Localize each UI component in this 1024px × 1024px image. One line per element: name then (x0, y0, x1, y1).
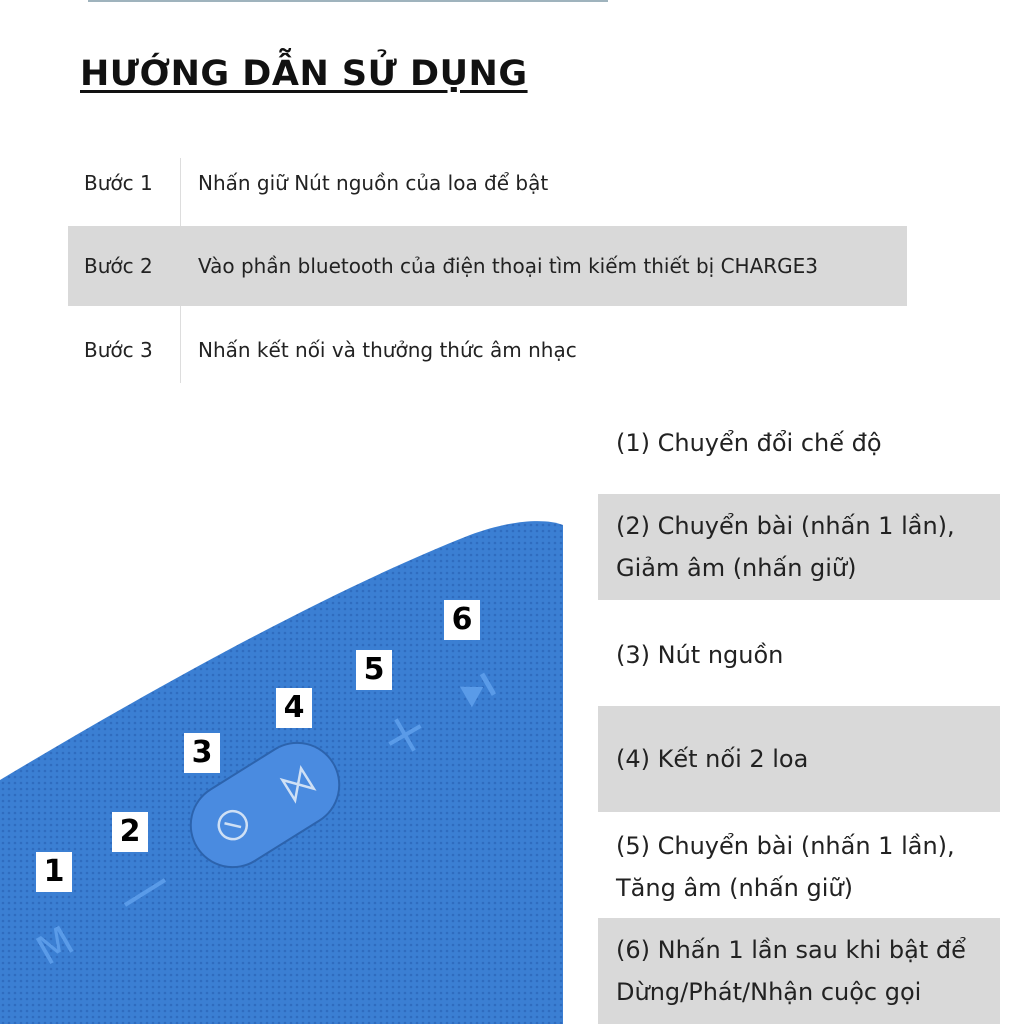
legend-item-3 (598, 634, 1000, 678)
step-text: Nhấn kết nối và thưởng thức âm nhạc (198, 338, 577, 362)
legend-item-6 (598, 918, 1000, 1024)
legend-text: (2) Chuyển bài (nhấn 1 lần), (616, 512, 955, 540)
legend-item-5 (598, 825, 1000, 911)
top-divider (88, 0, 608, 2)
legend-text: Giảm âm (nhấn giữ) (616, 554, 857, 582)
step-label: Bước 1 (84, 171, 153, 195)
legend-item-2 (598, 494, 1000, 600)
callout-1: 1 (36, 852, 72, 892)
legend-text: Tăng âm (nhấn giữ) (616, 874, 853, 902)
step-text: Vào phần bluetooth của điện thoại tìm kiếm thiết bị CHARGE3 (198, 254, 819, 278)
legend-item-4 (598, 706, 1000, 812)
legend-item-1 (598, 422, 1000, 466)
legend-text: (6) Nhấn 1 lần sau khi bật để (616, 936, 966, 964)
step-text: Nhấn giữ Nút nguồn của loa để bật (198, 171, 549, 195)
page-title: HƯỚNG DẪN SỬ DỤNG (80, 54, 528, 94)
step-row (68, 143, 907, 223)
step-label: Bước 2 (84, 254, 153, 278)
step-row (68, 310, 907, 390)
mode-icon: M (29, 917, 82, 975)
step-label: Bước 3 (84, 338, 153, 362)
legend-text: (5) Chuyển bài (nhấn 1 lần), (616, 832, 955, 860)
callout-3: 3 (184, 733, 220, 773)
legend-text: Dừng/Phát/Nhận cuộc gọi (616, 978, 922, 1006)
legend-text: (4) Kết nối 2 loa (616, 745, 809, 773)
callout-2: 2 (112, 812, 148, 852)
legend-text: (1) Chuyển đổi chế độ (616, 429, 882, 457)
callout-4: 4 (276, 688, 312, 728)
step-row (68, 226, 907, 306)
callout-5: 5 (356, 650, 392, 690)
speaker-photo (0, 480, 563, 1024)
legend-text: (3) Nút nguồn (616, 641, 784, 669)
callout-6: 6 (444, 600, 480, 640)
